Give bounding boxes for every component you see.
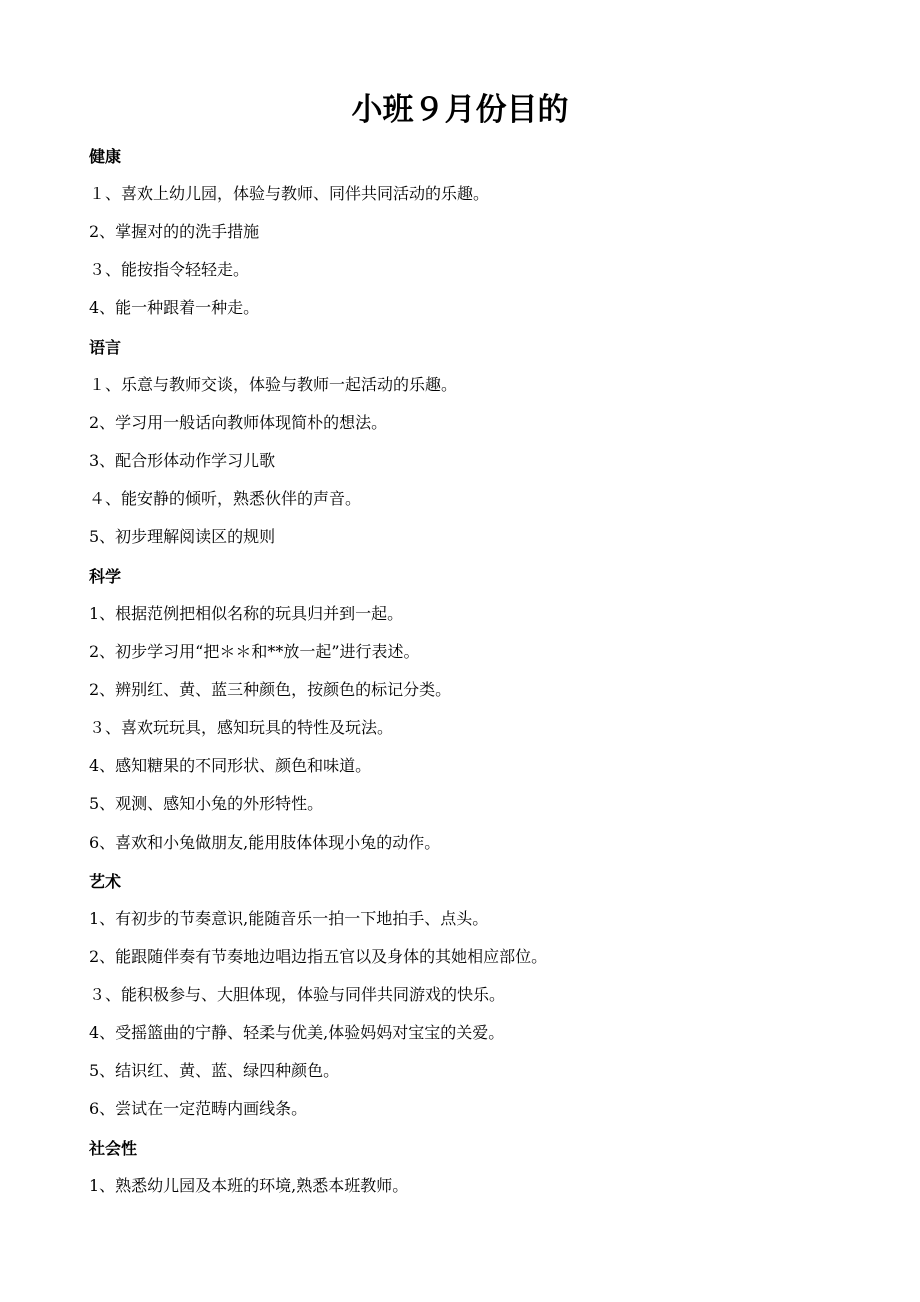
list-item: 5、初步理解阅读区的规则 (89, 527, 276, 546)
list-item: ３、能按指令轻轻走。 (89, 260, 250, 279)
section-heading-social: 社会性 (89, 1139, 138, 1158)
list-item: 2、能跟随伴奏有节奏地边唱边指五官以及身体的其她相应部位。 (89, 947, 548, 966)
section-heading-health: 健康 (89, 147, 122, 166)
list-item: 1、有初步的节奏意识,能随音乐一拍一下地拍手、点头。 (89, 909, 489, 928)
list-item: ３、喜欢玩玩具，感知玩具的特性及玩法。 (89, 718, 394, 737)
list-item: 4、能一种跟着一种走。 (89, 298, 260, 317)
list-item: 4、受摇篮曲的宁静、轻柔与优美,体验妈妈对宝宝的关爱。 (89, 1023, 505, 1042)
list-item: 5、观测、感知小兔的外形特性。 (89, 794, 324, 813)
list-item: 1、根据范例把相似名称的玩具归并到一起。 (89, 604, 404, 623)
list-item: １、喜欢上幼儿园，体验与教师、同伴共同活动的乐趣。 (89, 184, 490, 203)
list-item: ３、能积极参与、大胆体现，体验与同伴共同游戏的快乐。 (89, 985, 506, 1004)
list-item: 5、结识红、黄、蓝、绿四种颜色。 (89, 1061, 340, 1080)
list-item: 2、学习用一般话向教师体现简朴的想法。 (89, 413, 388, 432)
list-item: 6、喜欢和小兔做朋友,能用肢体体现小兔的动作。 (89, 833, 441, 852)
page-title: 小班９月份目的 (351, 92, 569, 128)
list-item: 2、初步学习用“把＊＊和**放一起”进行表述。 (89, 642, 420, 661)
section-heading-science: 科学 (89, 567, 122, 586)
list-item: 1、熟悉幼儿园及本班的环境,熟悉本班教师。 (89, 1176, 409, 1195)
section-heading-art: 艺术 (89, 872, 122, 891)
list-item: １、乐意与教师交谈，体验与教师一起活动的乐趣。 (89, 375, 458, 394)
section-heading-language: 语言 (89, 338, 122, 357)
list-item: ４、能安静的倾听，熟悉伙伴的声音。 (89, 489, 362, 508)
list-item: 3、配合形体动作学习儿歌 (89, 451, 276, 470)
list-item: 6、尝试在一定范畴内画线条。 (89, 1099, 308, 1118)
list-item: 4、感知糖果的不同形状、颜色和味道。 (89, 756, 372, 775)
list-item: 2、辨别红、黄、蓝三种颜色，按颜色的标记分类。 (89, 680, 452, 699)
list-item: 2、掌握对的的洗手措施 (89, 222, 260, 241)
